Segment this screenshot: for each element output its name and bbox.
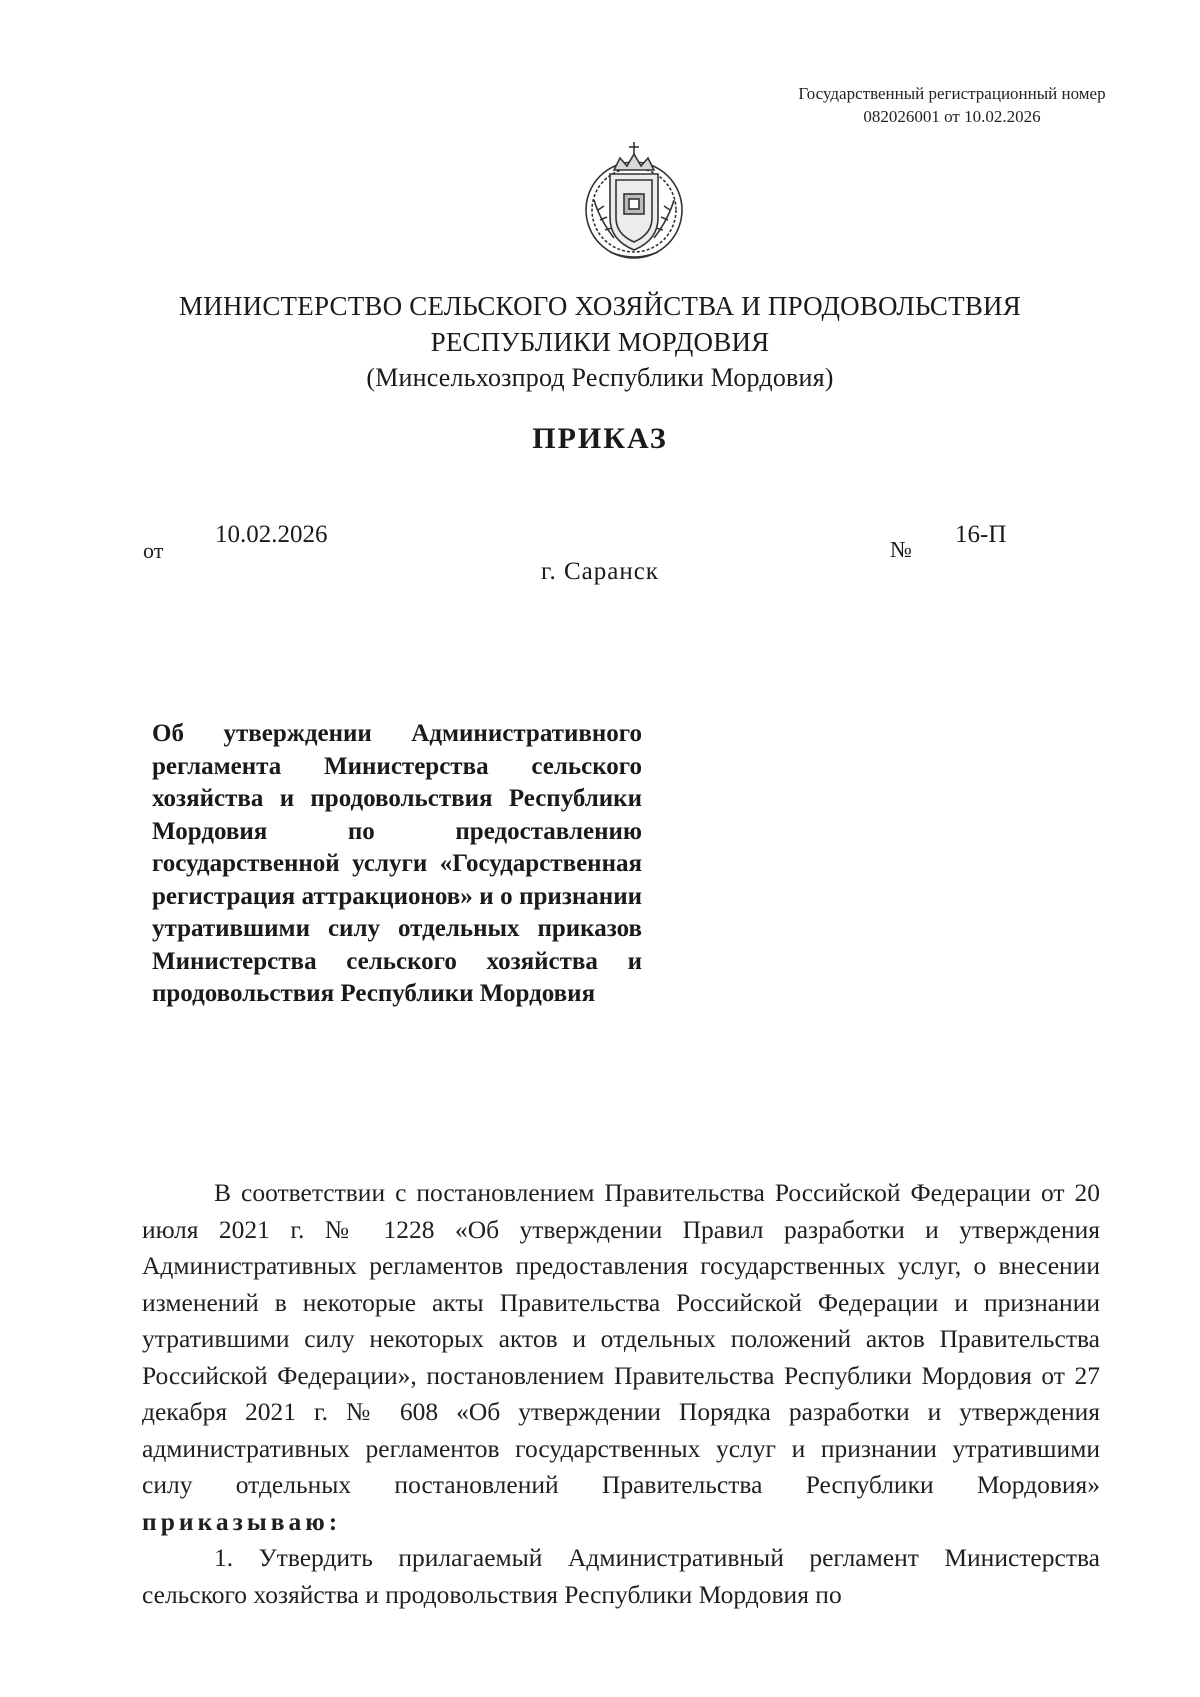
document-type: ПРИКАЗ: [532, 422, 668, 455]
ministry-header: [0, 288, 1200, 396]
body-paragraph: 1. Утвердить прилагаемый Административный регламент Министерства сельского хозяйства и продовольствия Республики Мордовия по: [142, 1543, 1100, 1609]
registration-label: Государственный регистрационный номер: [798, 84, 1106, 103]
ministry-name-line2: РЕСПУБЛИКИ МОРДОВИЯ: [430, 327, 770, 357]
order-word: приказываю:: [142, 1506, 342, 1536]
registration-number-block: [752, 82, 1152, 128]
document-subject: Об утверждении Административного регламента Министерства сельского хозяйства и продовольствия Республики Мордовия по предоставлению государственной услуги «Государственная регистрация аттракционов» и о признании утратившими силу отдельных приказов Министерства сельского хозяйства и продовольствия Республики Мордовия: [152, 720, 642, 1007]
number-label: №: [890, 537, 912, 562]
document-body: [142, 1175, 1100, 1613]
ministry-short-name: (Минсельхозпрод Республики Мордовия): [366, 363, 834, 392]
document-date: 10.02.2026: [215, 521, 328, 548]
ministry-name-line1: МИНИСТЕРСТВО СЕЛЬСКОГО ХОЗЯЙСТВА И ПРОДОВОЛЬСТВИЯ: [179, 291, 1021, 321]
document-city: г. Саранск: [541, 558, 659, 585]
date-label: от: [143, 538, 164, 563]
body-paragraph-text: В соответствии с постановлением Правительства Российской Федерации от 20 июля 2021 г. № 1228 «Об утверждении Правил разработки и утверждения Административных регламентов предоставления государственных услуг, о внесении изменений в некоторые акты Правительства Российской Федерации и признании утратившими силу некоторых актов и отдельных положений актов Правительства Российской Федерации», постановлением Правительства Республики Мордовия от 27 декабря 2021 г. № 608 «Об утверждении Порядка разработки и утверждения административных регламентов государственных услуг и признании утратившими силу отдельных постановлений Правительства Республики Мордовия»: [142, 1178, 1100, 1499]
coat-of-arms-icon: [580, 140, 688, 264]
document-number: 16-П: [955, 521, 1007, 548]
registration-value: 082026001 от 10.02.2026: [863, 107, 1041, 126]
body-paragraph: [142, 1175, 1100, 1540]
